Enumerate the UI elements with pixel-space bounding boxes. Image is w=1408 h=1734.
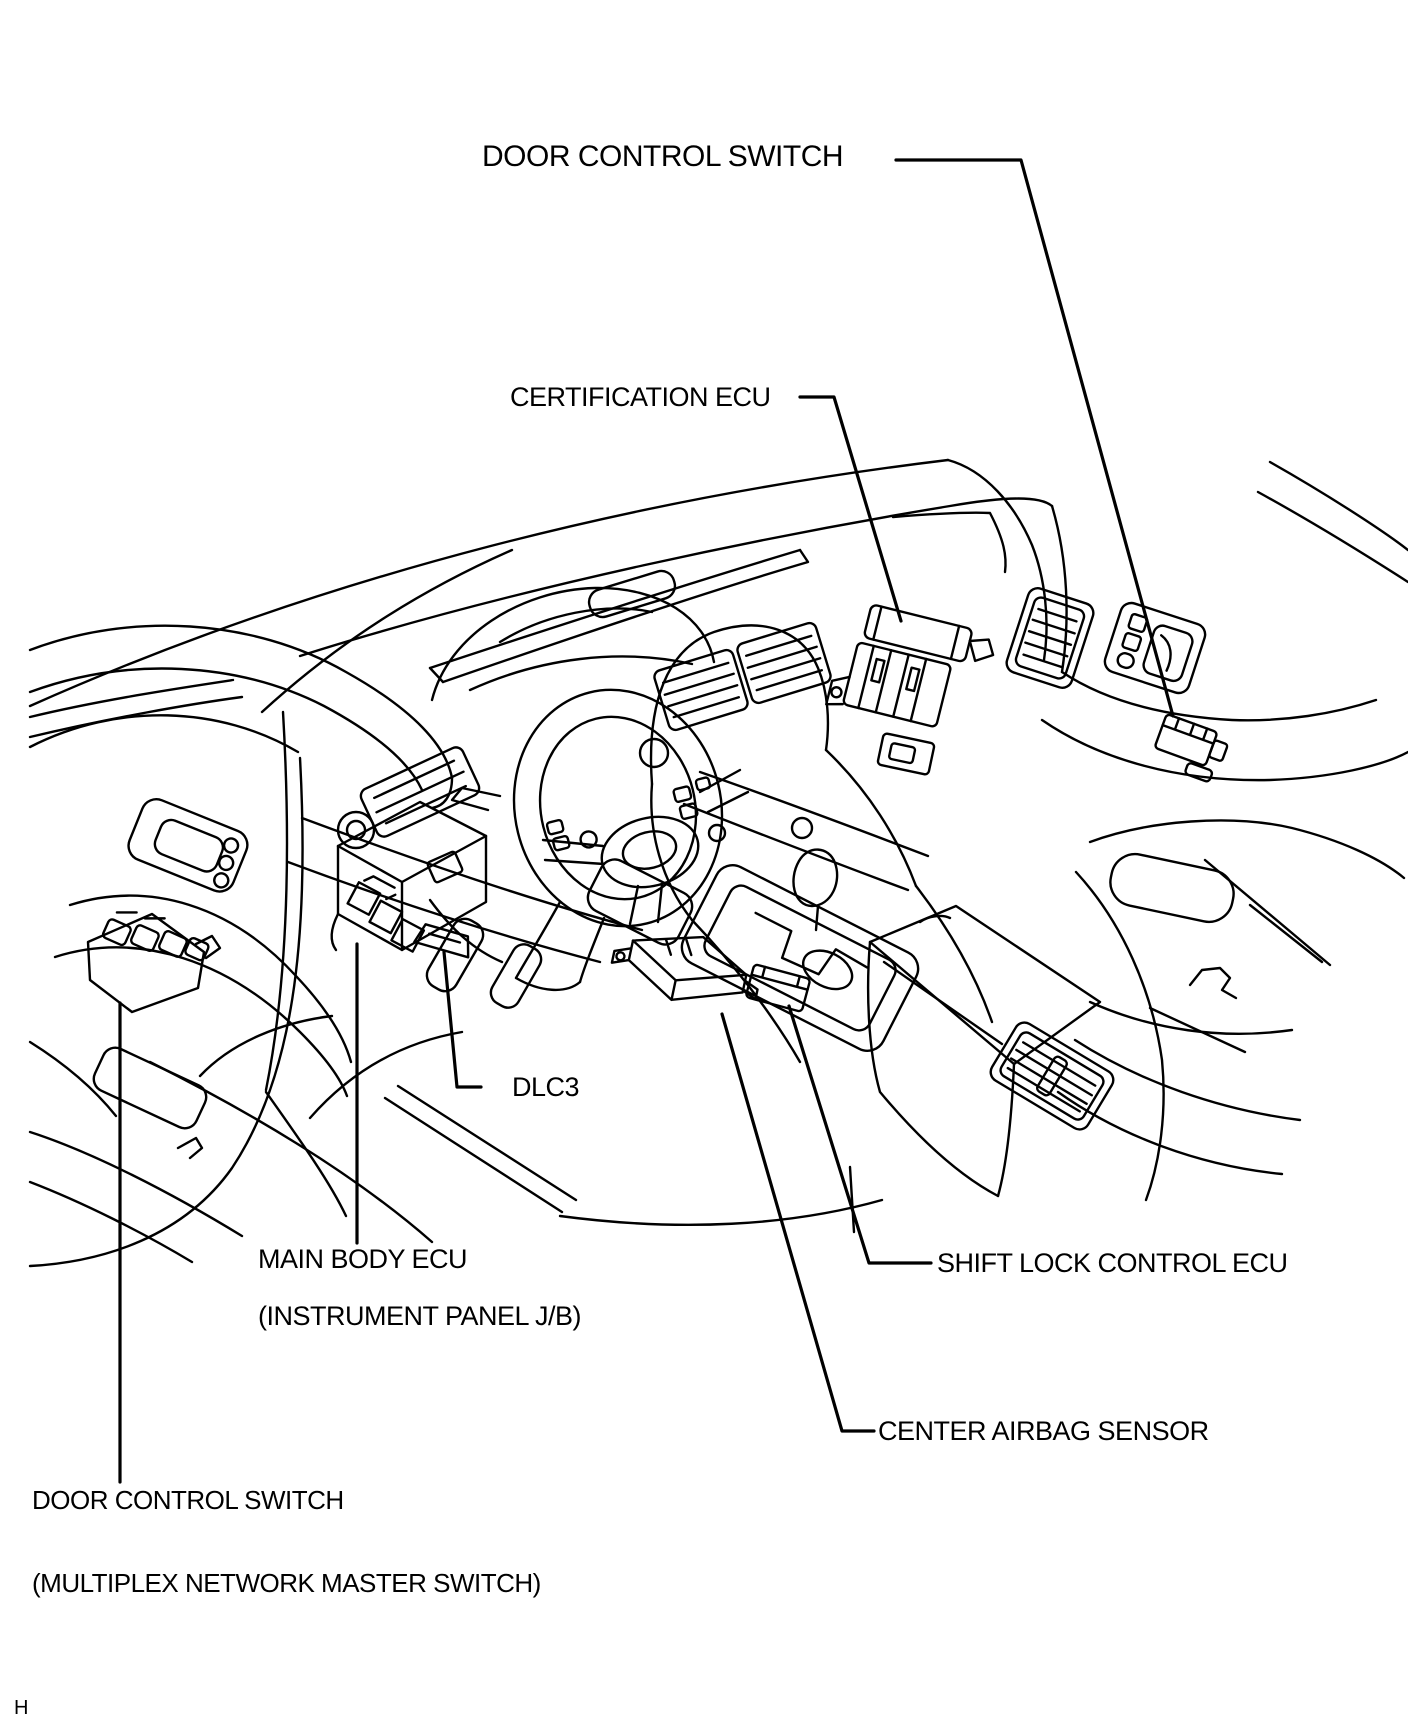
center-console [583,850,992,1062]
label-center-airbag-sensor: CENTER AIRBAG SENSOR [878,1416,1209,1446]
page-marker: H [14,1697,28,1719]
shifter-plate [676,859,925,1057]
label-door-control-switch-top: DOOR CONTROL SWITCH [482,140,844,173]
shift-lock-ecu-leader [789,1006,931,1263]
label-dlc3: DLC3 [512,1072,580,1102]
right-door-vent [1004,586,1096,691]
window-master-switch-component [88,898,220,1012]
certification-ecu-leader [800,397,901,621]
console-armrest-box [868,906,1117,1196]
label-main-body-ecu: MAIN BODY ECU [258,1244,468,1274]
label-certification-ecu: CERTIFICATION ECU [510,382,771,412]
steering-wheel [452,668,748,990]
center-air-vents [653,621,833,731]
label-shift-lock-control-ecu: SHIFT LOCK CONTROL ECU [937,1248,1288,1278]
label-door-control-switch-bottom-sub: (MULTIPLEX NETWORK MASTER SWITCH) [32,1568,541,1598]
leader-lines [120,160,1173,1482]
door-control-switch-component [1150,714,1231,784]
label-door-control-switch-bottom: DOOR CONTROL SWITCH [32,1485,344,1515]
certification-ecu-component [826,599,998,775]
left-door-handle [124,795,252,896]
main-body-ecu-component [332,745,486,952]
floor-lines [150,1016,882,1242]
shift-lever [816,906,818,930]
passenger-seat [1076,820,1404,1200]
label-main-body-ecu-sub: (INSTRUMENT PANEL J/B) [258,1301,582,1331]
